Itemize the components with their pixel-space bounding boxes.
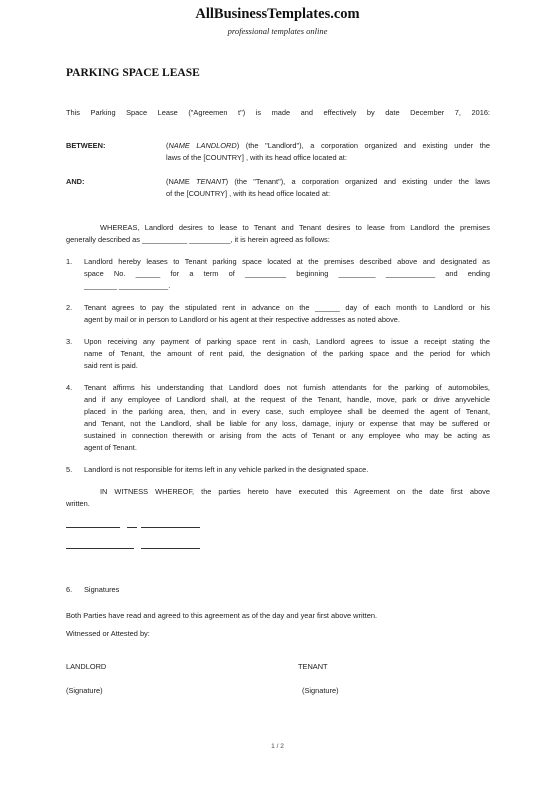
between-line-1-rest: (the "Landlord"), a corporation organized and existing under the — [245, 141, 491, 150]
clause-4-line-4: and Tenant, not the Landlord, shall be liable for any loss, damage, injury or expense that may be suffered or — [84, 419, 490, 428]
clause-5-line-1: Landlord is not responsible for items left in any vehicle parked in the designated space. — [84, 465, 369, 474]
landlord-label: LANDLORD — [66, 662, 107, 671]
between-label: BETWEEN: — [66, 141, 106, 150]
site-tagline: professional templates online — [227, 26, 328, 36]
clause-3-line-3: said rent is paid. — [84, 361, 138, 370]
clause-5-number: 5. — [66, 465, 73, 474]
clause-1-number: 1. — [66, 257, 73, 266]
section-6-heading: Signatures — [84, 585, 120, 594]
clause-4-line-2: and if any employee of Landlord shall, at the request of the Tenant, handle, move, park or drive anyvehicle — [84, 395, 490, 404]
site-brand: AllBusinessTemplates.com — [195, 6, 360, 22]
witnessed-label: Witnessed or Attested by: — [66, 629, 150, 638]
between-line-2: laws of the [COUNTRY] , with its head office located at: — [166, 153, 347, 162]
blank-line — [66, 527, 120, 528]
whereas-line-1: WHEREAS, Landlord desires to lease to Tenant and Tenant desires to lease from Landlord the premises — [100, 223, 490, 232]
and-label: AND: — [66, 177, 85, 186]
clause-3-line-1: Upon receiving any payment of parking space rent in cash, Landlord agrees to issue a receipt stating the — [84, 337, 490, 346]
and-line-2: of the [COUNTRY] , with its head office located at: — [166, 189, 331, 198]
clause-4-line-5: sustained in connection therewith or arising from the acts of Tenant or any employee who may be acting as — [84, 431, 490, 440]
clause-3-line-2: name of Tenant, the amount of rent paid, the designation of the parking space and the period for which — [84, 349, 490, 358]
clause-1-line-2: space No. ______ for a term of __________ beginning _________ ____________ and ending — [84, 269, 490, 278]
clause-1-line-1: Landlord hereby leases to Tenant parking space located at the premises described above and designated as — [84, 257, 490, 266]
clause-4-line-3: placed in the parking area, then, and in every case, such employee shall be deemed the agent of Tenant, — [84, 407, 490, 416]
agreed-statement: Both Parties have read and agreed to this agreement as of the day and year first above written. — [66, 611, 378, 620]
landlord-signature-label: (Signature) — [66, 686, 103, 695]
intro-paragraph: This Parking Space Lease ("Agreemen t") is made and effectively by date December 7, 2016: — [66, 108, 490, 117]
tenant-signature-label: (Signature) — [302, 686, 339, 695]
clause-1-line-3: ________ ____________. — [84, 281, 171, 290]
clause-2-line-2: agent by mail or in person to Landlord or his agent at their respective addresses as noted above. — [84, 315, 400, 324]
clause-3-number: 3. — [66, 337, 73, 346]
clause-4-number: 4. — [66, 383, 73, 392]
tenant-name-placeholder: TENANT — [196, 177, 226, 186]
clause-2-number: 2. — [66, 303, 73, 312]
blank-line — [141, 548, 200, 549]
page-number: 1 / 2 — [271, 743, 284, 750]
and-line-1: (NAME TENANT) (the "Tenant"), a corporation organized and existing under the laws — [166, 177, 490, 186]
document-title: PARKING SPACE LEASE — [66, 67, 200, 79]
section-6-number: 6. — [66, 585, 73, 594]
blank-line — [141, 527, 200, 528]
tenant-label: TENANT — [298, 662, 328, 671]
witness-line-2: written. — [66, 499, 90, 508]
between-line-1: (NAME LANDLORD) (the "Landlord"), a corporation organized and existing under the — [166, 141, 491, 150]
clause-2-line-1: Tenant agrees to pay the stipulated rent in advance on the ______ day of each month to Landlord or his — [84, 303, 490, 312]
witness-line-1: IN WITNESS WHEREOF, the parties hereto have executed this Agreement on the date first above — [100, 487, 490, 496]
landlord-name-placeholder: NAME LANDLORD — [168, 141, 237, 150]
clause-4-line-6: agent of Tenant. — [84, 443, 137, 452]
blank-line — [66, 548, 134, 549]
clause-4-line-1: Tenant affirms his understanding that Landlord does not furnish attendants for the parking of automobiles, — [84, 383, 490, 392]
blank-line — [127, 527, 137, 528]
whereas-line-2: generally described as ___________ __________, it is herein agreed as follows: — [66, 235, 330, 244]
